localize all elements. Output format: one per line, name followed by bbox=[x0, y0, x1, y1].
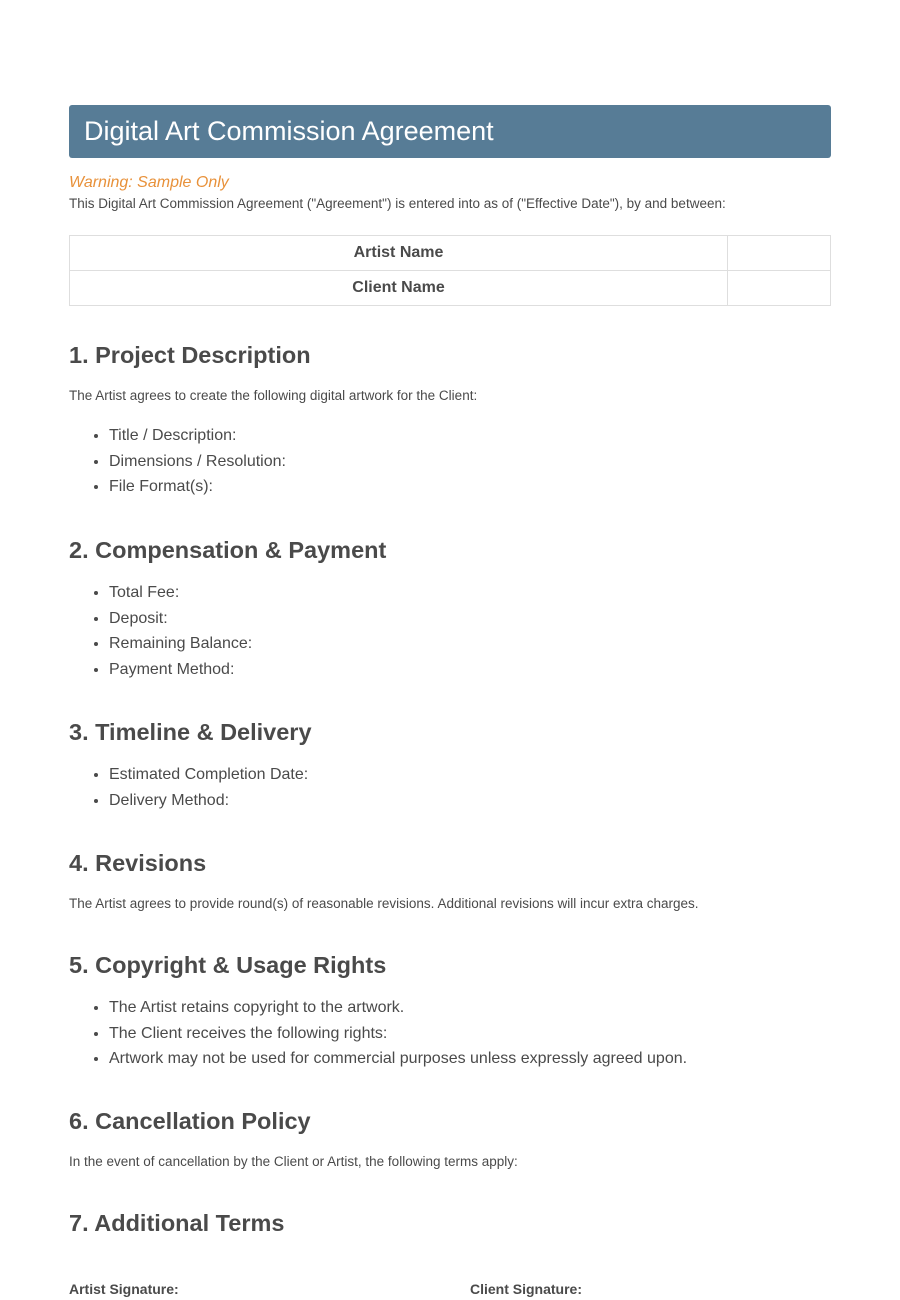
section-heading-additional: 7. Additional Terms bbox=[69, 1210, 285, 1236]
section-heading-copyright: 5. Copyright & Usage Rights bbox=[69, 952, 387, 978]
artist-name-label: Artist Name bbox=[70, 236, 728, 271]
list-item: • Title / Description: bbox=[109, 423, 286, 449]
artist-name-value bbox=[728, 236, 831, 271]
timeline-list bbox=[69, 762, 308, 813]
list-item: • Remaining Balance: bbox=[109, 631, 252, 657]
list-item: • Artwork may not be used for commercial purposes unless expressly agreed upon. bbox=[109, 1046, 687, 1072]
warning-notice: Warning: Sample Only bbox=[69, 174, 229, 191]
document-title: Digital Art Commission Agreement bbox=[69, 105, 831, 158]
list-item: • File Format(s): bbox=[109, 474, 286, 500]
artist-signature-label: Artist Signature: bbox=[69, 1281, 179, 1297]
intro-paragraph: This Digital Art Commission Agreement ("Agreement") is entered into as of ("Effective Date"), by and between: bbox=[69, 196, 726, 211]
list-item: • Deposit: bbox=[109, 606, 252, 632]
section-heading-timeline: 3. Timeline & Delivery bbox=[69, 719, 312, 745]
list-item: • Total Fee: bbox=[109, 580, 252, 606]
section-heading-revisions: 4. Revisions bbox=[69, 850, 207, 876]
list-item: • Payment Method: bbox=[109, 657, 252, 683]
section-heading-cancellation: 6. Cancellation Policy bbox=[69, 1108, 311, 1134]
table-row bbox=[70, 236, 831, 271]
revisions-text: The Artist agrees to provide round(s) of reasonable revisions. Additional revisions will incur extra charges. bbox=[69, 896, 699, 911]
section-heading-project: 1. Project Description bbox=[69, 342, 311, 368]
table-row bbox=[70, 271, 831, 306]
cancellation-text: In the event of cancellation by the Client or Artist, the following terms apply: bbox=[69, 1154, 518, 1169]
payment-list bbox=[69, 580, 252, 682]
project-text: The Artist agrees to create the following digital artwork for the Client: bbox=[69, 388, 478, 403]
section-heading-payment: 2. Compensation & Payment bbox=[69, 537, 387, 563]
client-name-label: Client Name bbox=[70, 271, 728, 306]
copyright-list bbox=[69, 995, 687, 1072]
client-name-value bbox=[728, 271, 831, 306]
list-item: • The Client receives the following rights: bbox=[109, 1021, 687, 1047]
list-item: • The Artist retains copyright to the artwork. bbox=[109, 995, 687, 1021]
client-signature-label: Client Signature: bbox=[470, 1281, 583, 1297]
project-list bbox=[69, 423, 286, 500]
list-item: • Delivery Method: bbox=[109, 788, 308, 814]
list-item: • Dimensions / Resolution: bbox=[109, 449, 286, 475]
list-item: • Estimated Completion Date: bbox=[109, 762, 308, 788]
parties-table bbox=[69, 235, 831, 306]
